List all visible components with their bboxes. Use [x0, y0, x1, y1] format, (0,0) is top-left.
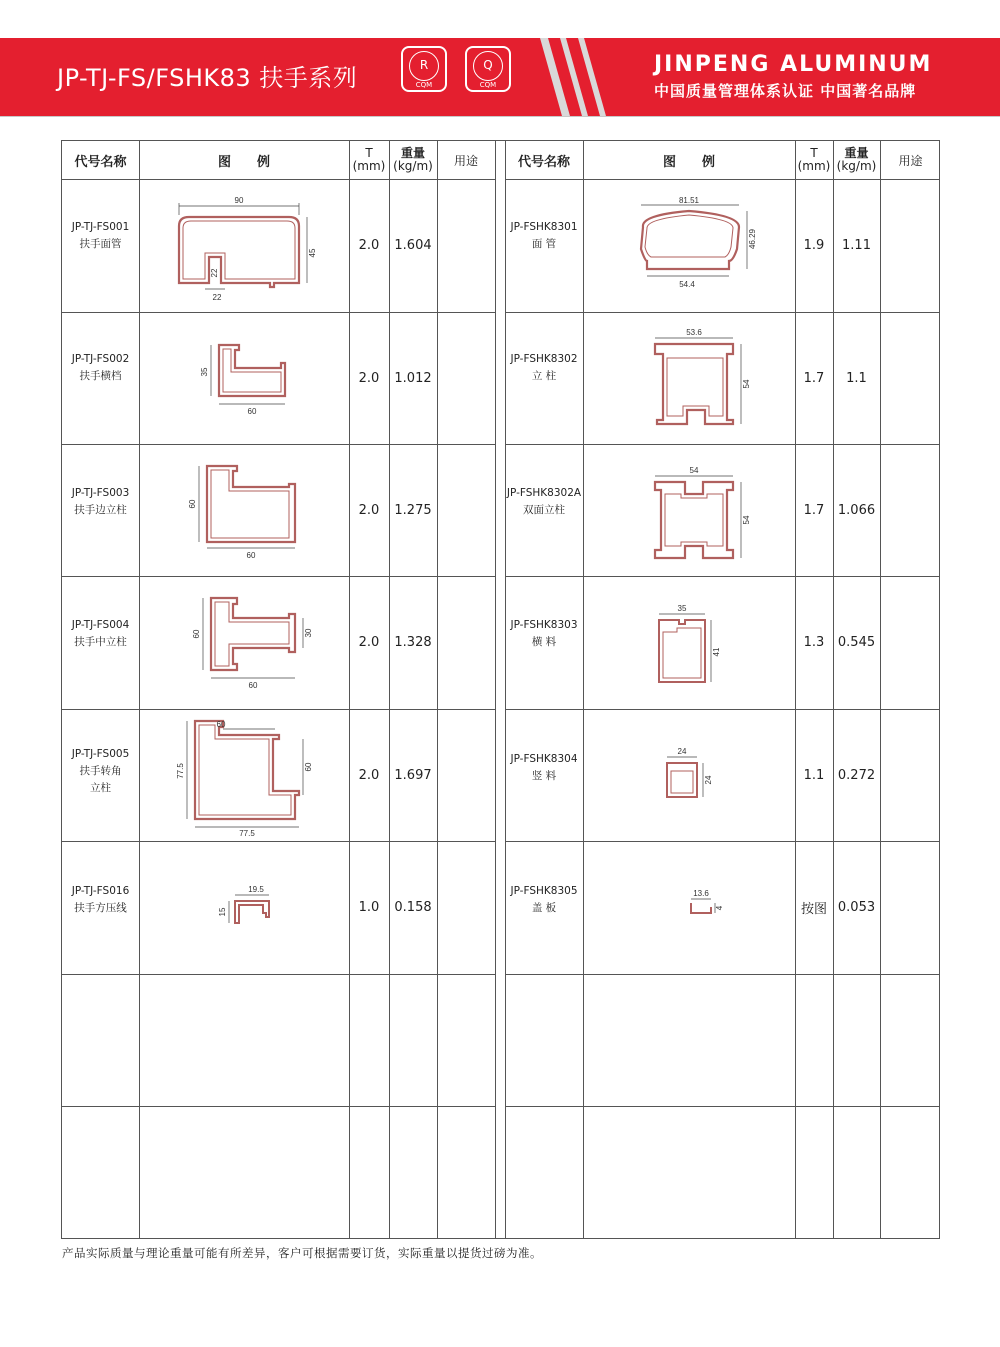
- dim-label: 54.4: [679, 280, 695, 289]
- thickness-right-6: 按图: [800, 902, 827, 917]
- page-title: JP-TJ-FS/FSHK83 扶手系列: [57, 64, 358, 92]
- weight-right-1: 1.11: [842, 238, 871, 253]
- dim-label: 60: [247, 407, 257, 416]
- profile-figure-right-3: [583, 444, 795, 576]
- col-header-code-right: 代号名称: [517, 154, 570, 170]
- cross-profile-icon: [583, 576, 795, 709]
- cert-r-text: CQM: [415, 81, 433, 89]
- profile-figure-right-2: [583, 312, 795, 444]
- dim-label: 24: [677, 747, 687, 756]
- thickness-right-3: 1.7: [803, 502, 825, 518]
- brand-slogan: 中国质量管理体系认证 中国著名品牌: [654, 82, 917, 100]
- dim-label: 77.5: [176, 763, 185, 779]
- row-code-left-1: JP-TJ-FS001 扶手面管: [71, 221, 130, 250]
- dim-label: 24: [704, 775, 713, 785]
- profile-figure-left-5: [139, 709, 349, 841]
- profile-figure-left-2: [139, 312, 349, 444]
- vertical-profile-icon: [583, 709, 795, 841]
- cqm-certification-badge-r: [401, 46, 447, 92]
- dim-label: 35: [200, 367, 209, 377]
- thickness-left-4: 2.0: [358, 635, 380, 650]
- weight-right-2: 1.1: [846, 370, 867, 386]
- weight-left-3: 1.275: [394, 502, 432, 518]
- dim-label: 15: [218, 907, 227, 917]
- dim-label: 4: [715, 905, 724, 911]
- col-header-figure-left: 图 例: [217, 154, 270, 170]
- weight-right-4: 0.545: [837, 635, 876, 650]
- row-code-left-3: JP-TJ-FS003 扶手边立柱: [71, 487, 130, 516]
- dim-label: 54: [742, 379, 751, 389]
- dim-label: 19.5: [248, 885, 264, 894]
- dim-label: 45: [308, 248, 317, 258]
- thickness-left-3: 2.0: [358, 502, 380, 518]
- dim-label: 53.6: [686, 328, 702, 337]
- row-code-left-2: JP-TJ-FS002 扶手横档: [71, 353, 130, 382]
- dim-label: 54: [689, 466, 699, 475]
- dim-label: 35: [677, 604, 687, 613]
- row-code-right-5: JP-FSHK8304 竖 料: [510, 753, 578, 782]
- thickness-right-1: 1.9: [803, 238, 825, 253]
- dim-label: 46.29: [748, 228, 757, 250]
- weight-left-5: 1.697: [394, 767, 432, 783]
- thickness-left-2: 2.0: [358, 370, 380, 386]
- bead-profile-icon: [139, 841, 349, 974]
- weight-left-6: 0.158: [394, 900, 432, 915]
- double-post-profile-icon: [583, 444, 795, 576]
- cover-plate-profile-icon: [583, 841, 795, 974]
- col-header-usage-left: 用途: [453, 153, 478, 168]
- row-code-right-6: JP-FSHK8305 盖 板: [510, 885, 578, 914]
- dim-label: 60: [304, 762, 313, 772]
- profile-figure-right-1: [583, 179, 795, 312]
- row-code-right-2: JP-FSHK8302 立 柱: [510, 353, 578, 382]
- weight-left-2: 1.012: [394, 370, 432, 386]
- profile-figure-right-4: [583, 576, 795, 709]
- thickness-right-2: 1.7: [803, 370, 825, 386]
- edge-post-profile-icon: [139, 444, 349, 576]
- dim-label: 22: [210, 268, 219, 278]
- dim-label: 13.6: [693, 889, 709, 898]
- row-code-left-4: JP-TJ-FS004 扶手中立柱: [71, 619, 130, 648]
- profile-figure-left-1: [139, 179, 349, 312]
- col-header-code-left: 代号名称: [74, 154, 127, 170]
- cert-q-mark: Q: [473, 51, 503, 81]
- dim-label: 60: [246, 551, 256, 560]
- weight-left-4: 1.328: [394, 635, 432, 650]
- row-code-right-4: JP-FSHK8303 横 料: [510, 619, 578, 648]
- weight-right-3: 1.066: [837, 502, 876, 518]
- row-code-right-3: JP-FSHK8302A 双面立柱: [506, 487, 582, 516]
- corner-post-profile-icon: [139, 709, 349, 841]
- middle-post-profile-icon: [139, 576, 349, 709]
- profile-figure-left-3: [139, 444, 349, 576]
- dim-label: 60: [188, 499, 197, 509]
- dim-label: 81.51: [678, 196, 700, 205]
- handrail-rail-profile-icon: [139, 312, 349, 444]
- handrail-tube-profile-icon: [139, 179, 349, 312]
- row-code-left-6: JP-TJ-FS016 扶手方压线: [71, 885, 130, 914]
- col-header-weight-right: 重量 (kg/m): [836, 146, 877, 173]
- dim-label: 90: [234, 196, 244, 205]
- dim-label: 77.5: [239, 829, 255, 838]
- cert-r-mark: R: [409, 51, 439, 81]
- thickness-right-5: 1.1: [803, 767, 825, 783]
- dim-label: 30: [304, 628, 313, 638]
- thickness-left-6: 1.0: [358, 900, 380, 915]
- profile-catalog-table: [61, 140, 940, 1239]
- col-header-thickness-right: T (mm): [797, 146, 831, 173]
- dim-label: 60: [192, 629, 201, 639]
- profile-figure-right-5: [583, 709, 795, 841]
- thickness-left-1: 2.0: [358, 238, 380, 253]
- profile-figure-right-6: [583, 841, 795, 974]
- thickness-left-5: 2.0: [358, 767, 380, 783]
- dim-label: 22: [212, 293, 222, 302]
- brand-name: JINPENG ALUMINUM: [654, 52, 933, 77]
- thickness-right-4: 1.3: [803, 635, 825, 650]
- profile-figure-left-6: [139, 841, 349, 974]
- dim-label: 54: [742, 515, 751, 525]
- weight-right-5: 0.272: [837, 767, 876, 783]
- col-header-weight-left: 重量 (kg/m): [393, 146, 433, 173]
- cqm-certification-badge-q: [465, 46, 511, 92]
- dim-label: 60: [216, 720, 226, 729]
- post-profile-icon: [583, 312, 795, 444]
- col-header-usage-right: 用途: [898, 153, 923, 168]
- col-header-thickness-left: T (mm): [352, 146, 386, 173]
- row-code-right-1: JP-FSHK8301 面 管: [510, 221, 578, 250]
- dim-label: 60: [248, 681, 258, 690]
- top-tube-profile-icon: [583, 179, 795, 312]
- weight-disclaimer-note: 产品实际质量与理论重量可能有所差异，客户可根据需要订货，实际重量以提货过磅为准。: [62, 1246, 542, 1260]
- cert-q-text: CQM: [479, 81, 497, 89]
- profile-figure-left-4: [139, 576, 349, 709]
- row-code-left-5: JP-TJ-FS005 扶手转角 立柱: [71, 747, 130, 794]
- col-header-figure-right: 图 例: [662, 154, 715, 170]
- weight-right-6: 0.053: [837, 900, 876, 915]
- weight-left-1: 1.604: [394, 238, 432, 253]
- dim-label: 41: [712, 647, 721, 657]
